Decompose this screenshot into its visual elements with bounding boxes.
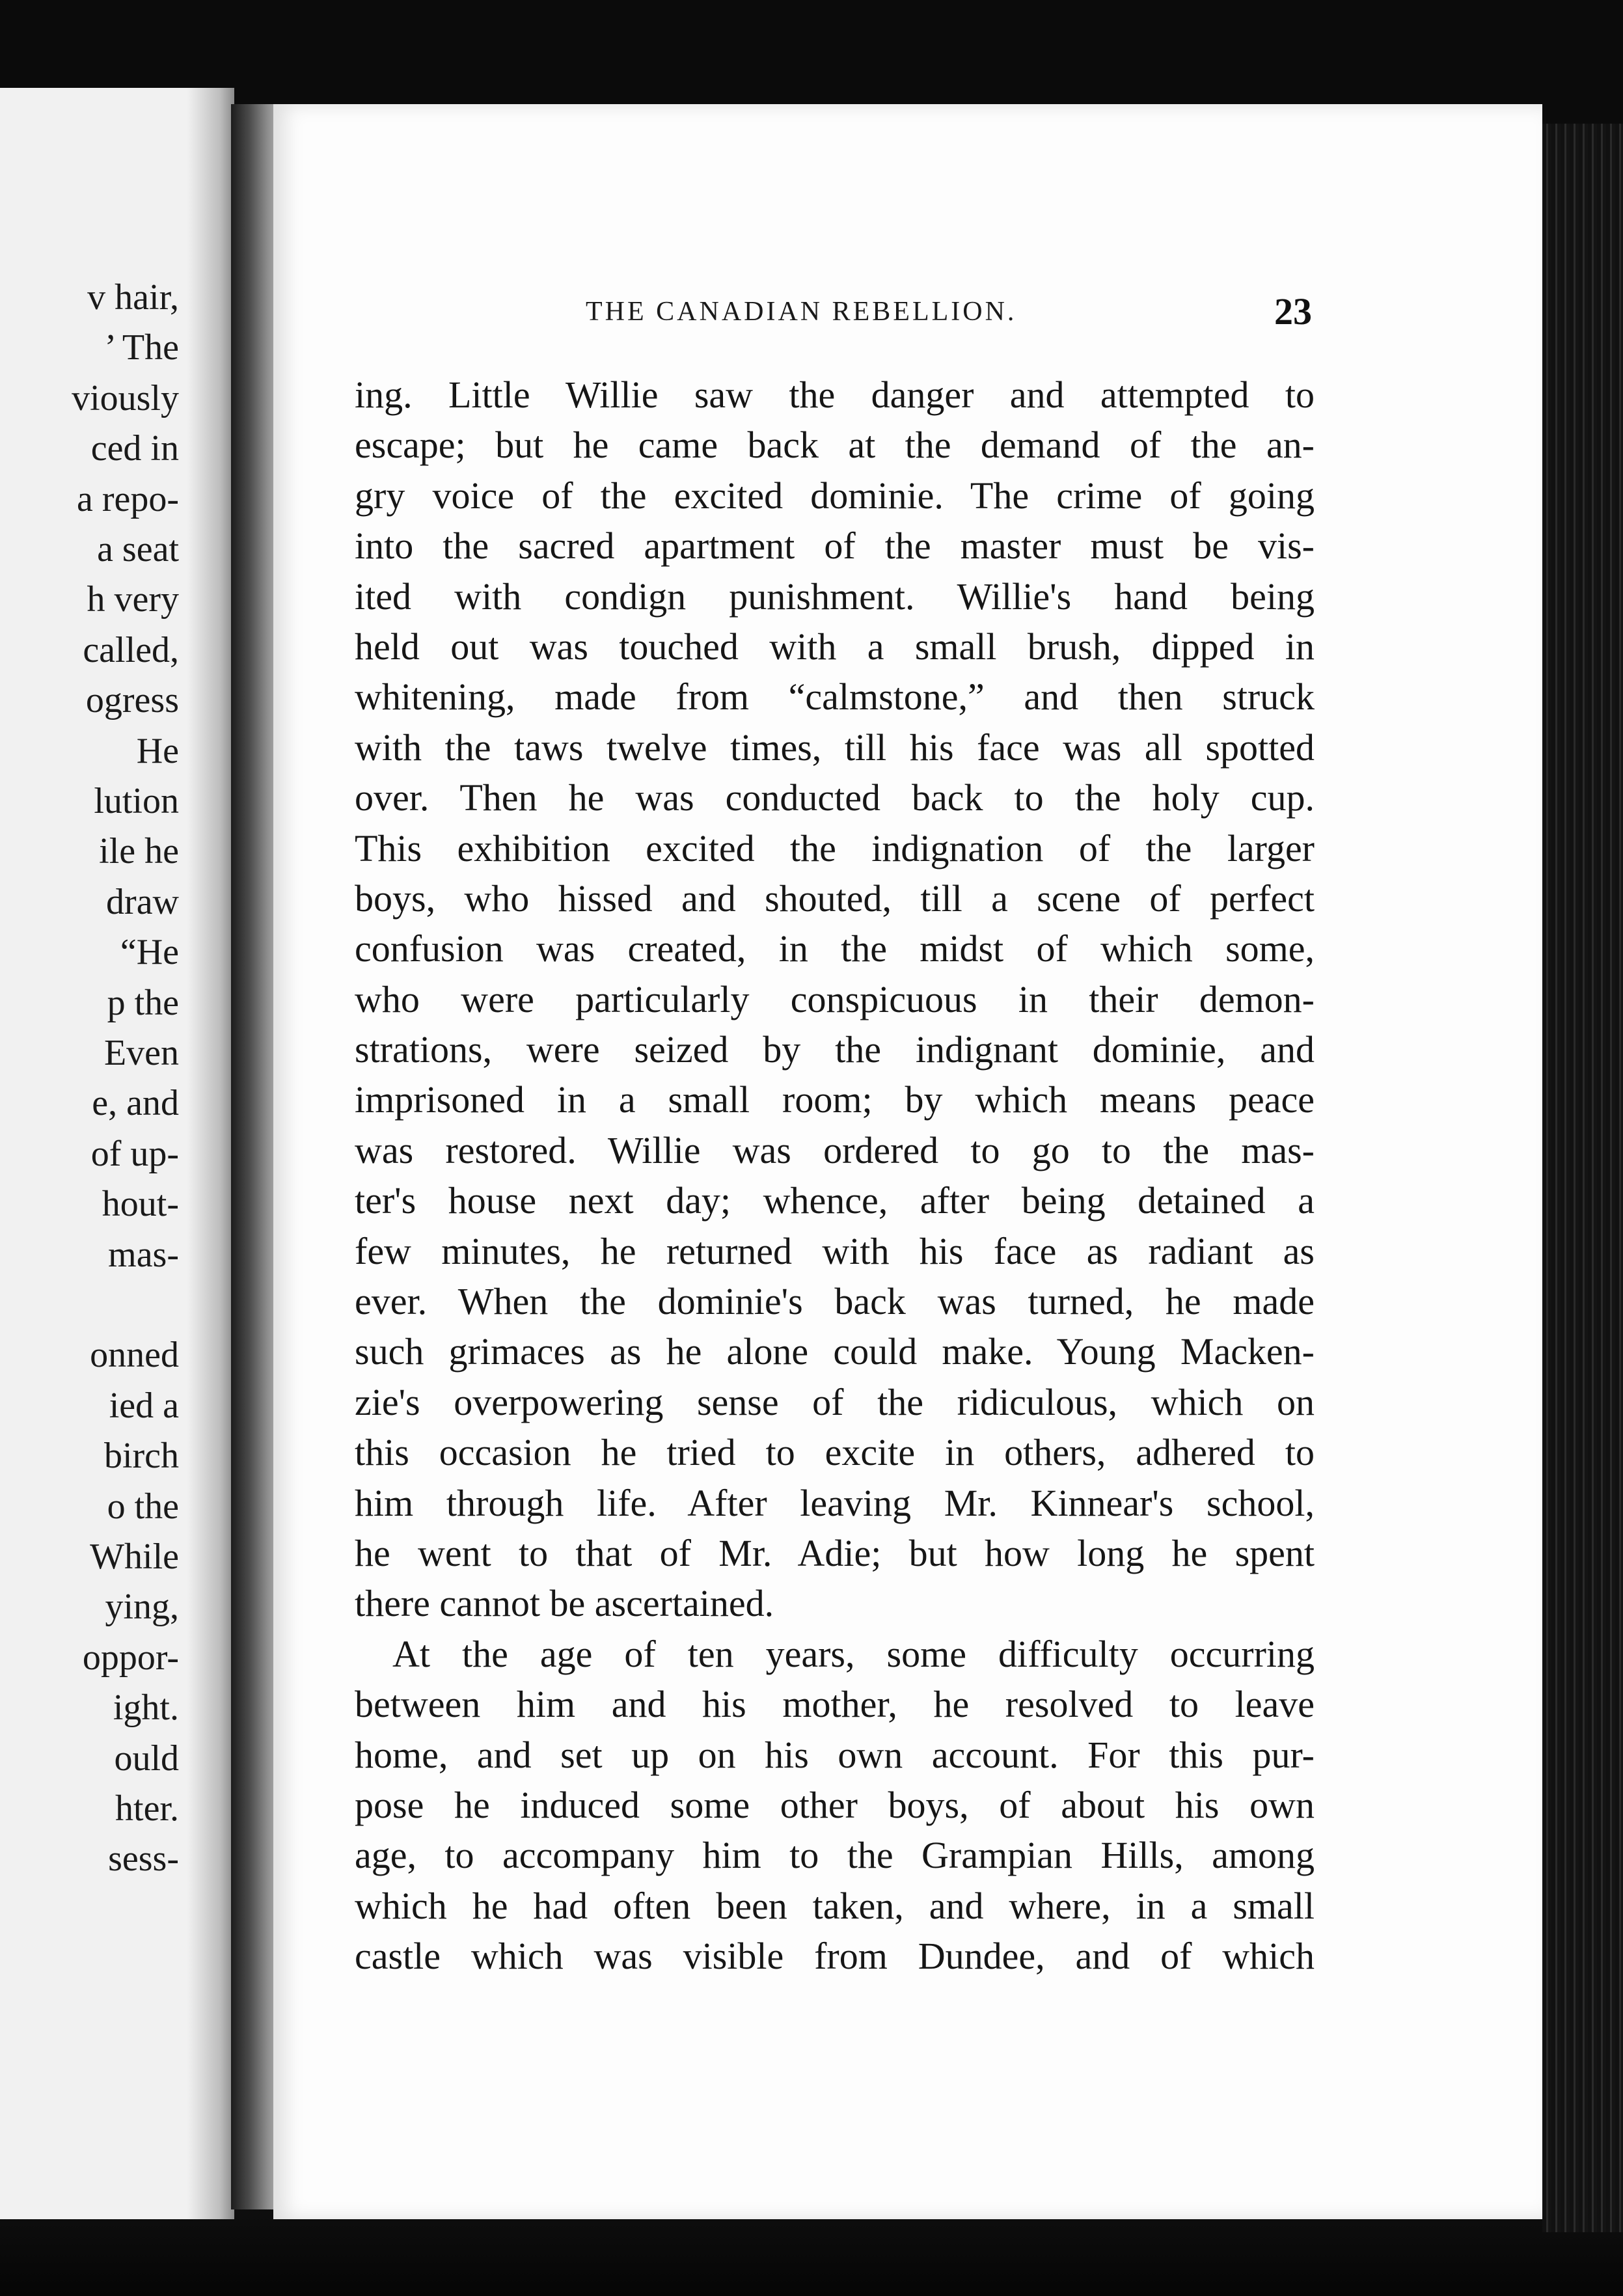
previous-page-shadow xyxy=(187,88,234,2219)
text-line: he went to that of Mr. Adie; but how long he spent xyxy=(355,1531,1315,1574)
previous-page-line: a seat xyxy=(97,529,179,569)
text-line: there cannot be ascertained. xyxy=(355,1582,774,1625)
text-line: imprisoned in a small room; by which means peace xyxy=(355,1078,1315,1121)
previous-page-line: o the xyxy=(107,1486,179,1527)
text-line: At the age of ten years, some difficulty occurring xyxy=(392,1632,1315,1675)
text-line: pose he induced some other boys, of about his own xyxy=(355,1783,1315,1826)
text-line: castle which was visible from Dundee, and of which xyxy=(355,1935,1315,1978)
text-line: which he had often been taken, and where, in a small xyxy=(355,1884,1315,1927)
text-line: few minutes, he returned with his face as radiant as xyxy=(355,1229,1315,1272)
previous-page-line: a repo- xyxy=(76,478,179,519)
text-line: ited with condign punishment. Willie's hand being xyxy=(355,575,1315,618)
text-line: boys, who hissed and shouted, till a scene of perfect xyxy=(355,877,1315,920)
previous-page-line: p the xyxy=(107,982,179,1023)
previous-page-line: ight. xyxy=(113,1688,179,1729)
text-line: escape; but he came back at the demand of the an- xyxy=(355,424,1315,467)
text-line: whitening, made from “calmstone,” and then struck xyxy=(355,676,1315,718)
previous-page-line: of up- xyxy=(90,1133,179,1174)
text-line: him through life. After leaving Mr. Kinnear's school, xyxy=(355,1481,1315,1524)
previous-page-line: onned xyxy=(90,1335,179,1376)
text-line: this occasion he tried to excite in others, adhered to xyxy=(355,1431,1315,1474)
previous-page-line: draw xyxy=(106,881,179,922)
previous-page-line: birch xyxy=(103,1436,179,1477)
text-line: ter's house next day; whence, after being detained a xyxy=(355,1179,1315,1222)
previous-page-line: ogress xyxy=(85,680,179,721)
text-line: strations, were seized by the indignant dominie, and xyxy=(355,1028,1315,1071)
text-line: who were particularly conspicuous in their demon- xyxy=(355,977,1315,1020)
previous-page-line: h very xyxy=(87,579,179,620)
previous-page-line: viously xyxy=(72,377,179,418)
previous-page-line: mas- xyxy=(108,1234,179,1275)
text-line: was restored. Willie was ordered to go to the mas- xyxy=(355,1128,1315,1171)
text-line: This exhibition excited the indignation of the larger xyxy=(355,827,1315,869)
text-line: home, and set up on his own account. For this pur- xyxy=(355,1733,1315,1776)
previous-page-line: ’ The xyxy=(104,327,179,368)
text-line: into the sacred apartment of the master must be vis- xyxy=(355,525,1315,567)
page-edges xyxy=(1542,124,1623,2232)
text-line: such grimaces as he alone could make. Young Macken- xyxy=(355,1330,1315,1373)
previous-page-line: ile he xyxy=(99,831,179,872)
previous-page-line: oppor- xyxy=(82,1637,179,1678)
text-line: with the taws twelve times, till his face was all spotted xyxy=(355,726,1315,769)
running-head: THE CANADIAN REBELLION. xyxy=(586,297,1017,327)
text-line: ever. When the dominie's back was turned, he made xyxy=(355,1280,1315,1323)
previous-page-line: v hair, xyxy=(87,277,179,318)
text-line: confusion was created, in the midst of which some, xyxy=(355,927,1315,970)
text-line: gry voice of the excited dominie. The crime of going xyxy=(355,474,1315,517)
previous-page-line: ced in xyxy=(90,428,179,469)
text-line: zie's overpowering sense of the ridiculous, which on xyxy=(355,1380,1315,1423)
previous-page-line: e, and xyxy=(92,1083,179,1124)
text-line: held out was touched with a small brush, dipped in xyxy=(355,625,1315,668)
previous-page-line: ould xyxy=(114,1738,179,1779)
previous-page-line: lution xyxy=(94,781,179,821)
text-line: ing. Little Willie saw the danger and attempted to xyxy=(355,374,1315,416)
text-line: between him and his mother, he resolved to leave xyxy=(355,1683,1315,1726)
previous-page-line: Even xyxy=(103,1033,179,1073)
previous-page-line: He xyxy=(136,730,179,771)
previous-page-line: sess- xyxy=(108,1838,179,1879)
page-number: 23 xyxy=(1274,290,1312,333)
previous-page-line: While xyxy=(90,1537,179,1577)
text-line: age, to accompany him to the Grampian Hills, among xyxy=(355,1834,1315,1877)
text-line: over. Then he was conducted back to the holy cup. xyxy=(355,776,1315,819)
previous-page-line: ying, xyxy=(105,1587,179,1628)
previous-page-line: hter. xyxy=(115,1788,179,1829)
previous-page-line: ied a xyxy=(109,1385,179,1426)
previous-page-line: “He xyxy=(120,932,179,973)
previous-page-line: called, xyxy=(83,629,179,670)
previous-page-line: hout- xyxy=(102,1184,179,1225)
body-text xyxy=(355,370,1315,1982)
